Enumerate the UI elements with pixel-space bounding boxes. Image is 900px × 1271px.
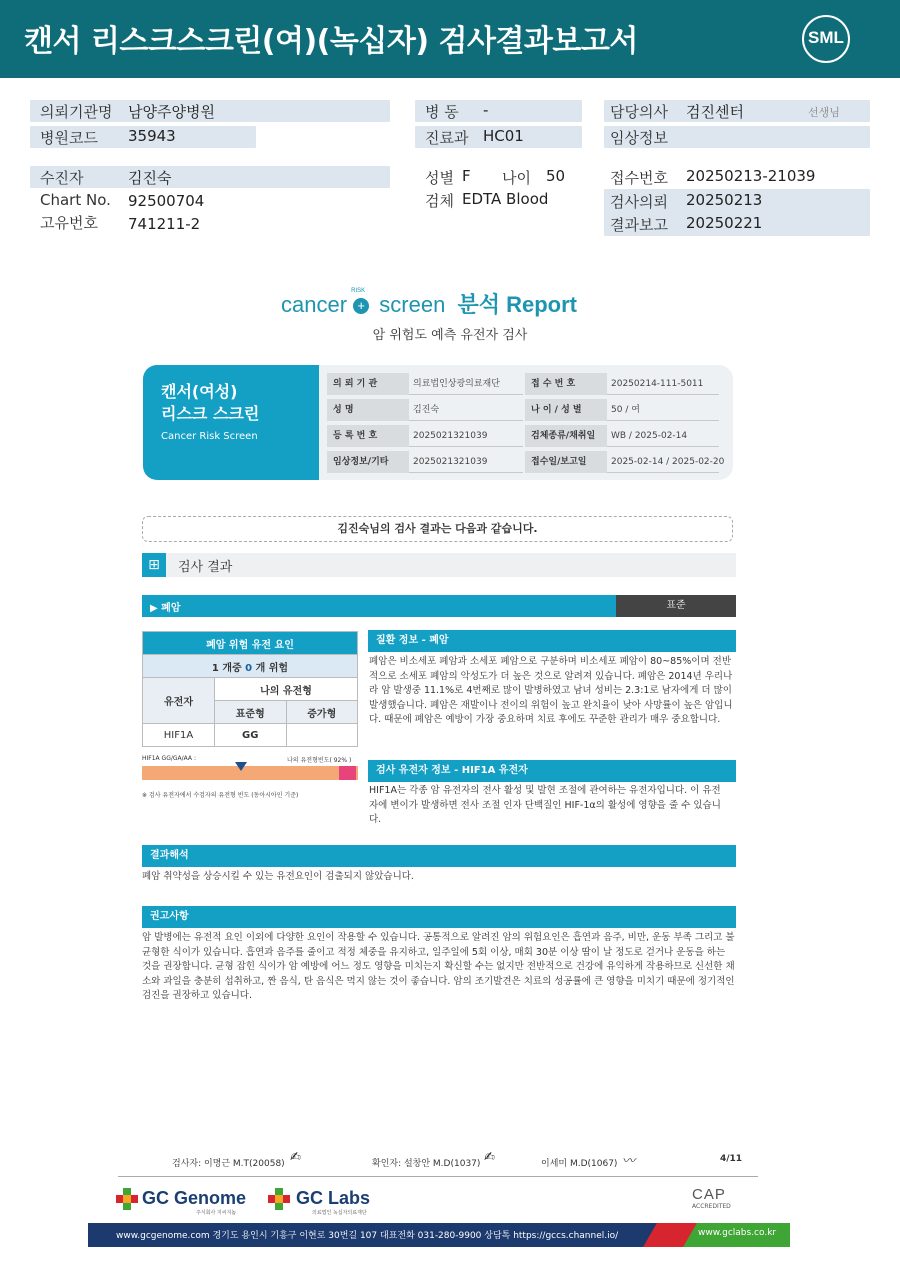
risk-count-number: 0	[245, 662, 253, 674]
result-icon: ⊞	[142, 553, 166, 577]
report-value: 20250221	[686, 214, 763, 232]
brand-report: 분석 Report	[457, 292, 577, 317]
footer-address: www.gcgenome.com 경기도 용인시 기흥구 이현로 30번길 107 대표전화 031-280-9900 상담톡 https://gccs.channel.io/	[116, 1231, 619, 1241]
doctor-value: 검진센터	[686, 103, 744, 121]
result-summary: 김진숙님의 검사 결과는 다음과 같습니다.	[142, 516, 733, 542]
cap-text: CAP	[692, 1186, 726, 1203]
dept-label: 진료과	[425, 129, 469, 147]
disease-info-text: 폐암은 비소세포 폐암과 소세포 폐암으로 구분하며 비소세포 폐암이 80~85%이며 전반적으로 소세포 폐암의 악성도가 더 높은 것으로 알려져 있습니다. 폐암은 2014년 우리나라 암 발생중 11.1%로 4번째로 많이 발병하였고 남녀 성비는 2.3:1로 남자에게 더 많이 발생했습니다. 폐암은 재발이나 전이의 위험이 높고 완치율이 낮아 사망률이 높은 암입니다. 때문에 폐암은 예방이 가장 중요하며 치료 후에도 꾸준한 관리가 매우 중요합니다.	[369, 656, 733, 725]
bottom-bar	[88, 1223, 790, 1247]
interpretation-header: 결과해석	[142, 845, 736, 867]
gc-cross-icon	[116, 1188, 138, 1210]
recommend-text: 암 발병에는 유전적 요인 이외에 다양한 요인이 작용할 수 있습니다. 공통적으로 알려진 암의 위험요인은 흡연과 음주, 비만, 운동 부족 그리고 불균형한 식이가 있습니다. 흡연과 음주를 줄이고 적정 체중을 유지하고, 일주일에 5회 이상, 매회 30분 이상 땀이 날 정도로 걷거나 운동을 하는 것을 권장합니다. 균형 잡힌 식이가 암 예방에 어느 정도 영향을 미치는지 확신할 수는 없지만 전반적으로 건강에 유익하게 작용하므로 신선한 채소와 과일을 충분히 섭취하고, 짠 음식, 탄 음식은 먹지 않는 것이 좋습니다. 암의 조기발견은 치료의 성공률에 큰 영향을 미치기 때문에 정기적인 검진을 권장하고 있습니다.	[142, 932, 735, 1001]
gc-cross-icon	[268, 1188, 290, 1210]
risk-count-prefix: 1 개중	[211, 662, 246, 674]
recommend-header: 권고사항	[142, 906, 736, 928]
specimen-label: 검체	[425, 192, 454, 210]
patient-band	[30, 166, 390, 188]
request-value: 20250213	[686, 191, 763, 209]
my-genotype-header: 나의 유전형	[215, 678, 358, 701]
brand-screen: screen	[379, 292, 446, 317]
gc-genome-sub: 주식회사 지씨지놈	[196, 1210, 237, 1216]
specimen-value: EDTA Blood	[462, 190, 549, 208]
gene-info-header: 검사 유전자 정보 - HIF1A 유전자	[368, 760, 736, 782]
confirmer2-signature: 이세미 M.D(1067)	[541, 1159, 618, 1169]
request-label: 검사의뢰	[610, 193, 668, 211]
risk-emblem: + RISK	[353, 294, 373, 314]
risk-count	[143, 655, 358, 678]
chart-value: 92500704	[128, 192, 205, 210]
risk-count-suffix: 개 위험	[252, 662, 289, 674]
institution-value: 남양주양병원	[128, 103, 215, 121]
cancer-screen-logo	[281, 288, 577, 319]
card-value: 김진숙	[409, 399, 523, 421]
report-title: 캔서 리스크스크린(여)(녹십자) 검사결과보고서	[24, 24, 638, 59]
clinical-label: 임상정보	[610, 129, 668, 147]
confirmer2-sign-mark: 〰	[622, 1154, 636, 1169]
card-title-line1: 캔서(여성)	[161, 382, 238, 401]
gene-col-header: 유전자	[143, 678, 215, 724]
ward-value: -	[483, 101, 489, 119]
freq-right-label: 나의 유전형빈도( 92% )	[287, 757, 352, 764]
footer-divider	[118, 1176, 758, 1177]
frequency-highlight	[339, 766, 356, 780]
card-label: 임상정보/기타	[327, 451, 409, 473]
increase-value	[286, 724, 358, 747]
age-label: 나이	[502, 169, 531, 187]
card-value: 2025021321039	[409, 425, 523, 447]
card-title-line2: 리스크 스크린	[161, 404, 260, 423]
tester-sign-mark: ✍	[290, 1150, 301, 1165]
card-value: WB / 2025-02-14	[607, 425, 719, 447]
unique-value: 741211-2	[128, 215, 201, 233]
brand-cancer: cancer	[281, 292, 348, 317]
lung-cancer-bar	[142, 595, 736, 617]
gene-name: HIF1A	[143, 724, 215, 747]
card-label: 검체종류/채취일	[525, 425, 607, 447]
card-title	[161, 381, 259, 425]
unique-label: 고유번호	[40, 214, 98, 232]
card-value: 2025-02-14 / 2025-02-20	[607, 451, 719, 473]
sml-logo	[802, 15, 850, 63]
age-value: 50	[546, 167, 566, 185]
gc-genome-name: GC Genome	[142, 1188, 247, 1208]
page-number: 4/11	[720, 1154, 743, 1164]
sml-logo-text: SML	[808, 28, 844, 47]
cap-logo	[692, 1186, 731, 1210]
card-label: 접 수 번 호	[525, 373, 607, 395]
institution-label: 의뢰기관명	[40, 103, 113, 121]
card-value: 50 / 여	[607, 399, 719, 421]
gene-info-text: HIF1A는 각종 암 유전자의 전사 활성 및 발현 조절에 관여하는 유전자입니다. 이 유전자에 변이가 발생하면 전사 조절 인자 단백질인 HIF-1α의 활성에 영향을 줄 수 있습니다.	[369, 785, 721, 825]
patient-card	[143, 365, 733, 480]
sex-label: 성별	[425, 169, 454, 187]
card-title-panel	[143, 365, 319, 480]
card-value: 20250214-111-5011	[607, 373, 719, 395]
increase-header: 증가형	[286, 701, 358, 724]
cap-sub: ACCREDITED	[692, 1203, 731, 1210]
gc-labs-name: GC Labs	[296, 1188, 371, 1208]
hospital-code-label: 병원코드	[40, 129, 98, 147]
sex-value: F	[462, 167, 471, 185]
gene-table	[142, 631, 358, 747]
card-label: 등 록 번 호	[327, 425, 409, 447]
dept-value: HC01	[483, 127, 524, 145]
card-label: 의 뢰 기 관	[327, 373, 409, 395]
card-value: 의료법인상광의료재단	[409, 373, 523, 395]
card-label: 접수일/보고일	[525, 451, 607, 473]
report-label: 결과보고	[610, 216, 668, 234]
card-value: 2025021321039	[409, 451, 523, 473]
confirmer-sign-mark: ✍	[484, 1150, 495, 1165]
receipt-value: 20250213-21039	[686, 167, 816, 185]
genotype-marker-icon	[235, 762, 247, 771]
gene-table-title: 폐암 위험 유전 요인	[143, 632, 358, 655]
section-title: 검사 결과	[178, 560, 233, 575]
genotype-value: GG	[215, 724, 287, 747]
freq-note: ※ 검사 유전자에서 수검자의 유전형 빈도 (동아시아인 기준)	[142, 792, 299, 799]
confirmer-signature: 확인자: 설창안 M.D(1037)	[372, 1159, 481, 1169]
brand-risk: RISK	[351, 288, 366, 294]
footer-website: www.gclabs.co.kr	[698, 1228, 777, 1238]
brand-subtitle: 암 위험도 예측 유전자 검사	[372, 328, 528, 343]
tester-signature: 검사자: 이명근 M.T(20058)	[172, 1159, 285, 1169]
patient-label: 수진자	[40, 169, 84, 187]
card-label: 나 이 / 성 별	[525, 399, 607, 421]
standard-header: 표준형	[215, 701, 287, 724]
interpretation-text: 폐암 취약성을 상승시킬 수 있는 유전요인이 검출되지 않았습니다.	[142, 871, 414, 882]
lung-cancer-name: ▶ 폐암	[150, 603, 181, 614]
disease-info-header: 질환 정보 - 폐암	[368, 630, 736, 652]
lung-status-badge: 표준	[616, 595, 736, 617]
freq-left-label: HIF1A GG/GA/AA :	[142, 755, 196, 762]
hospital-code-value: 35943	[128, 127, 176, 145]
frequency-bar	[142, 766, 358, 780]
chart-label: Chart No.	[40, 191, 111, 209]
report-header	[0, 0, 900, 78]
ward-label: 병 동	[425, 103, 459, 121]
patient-value: 김진숙	[128, 169, 172, 187]
card-label: 성 명	[327, 399, 409, 421]
card-title-en: Cancer Risk Screen	[161, 431, 258, 442]
doctor-suffix: 선생님	[808, 106, 840, 119]
receipt-label: 접수번호	[610, 169, 668, 187]
doctor-label: 담당의사	[610, 103, 668, 121]
gc-labs-sub: 의료법인 녹십자의료재단	[312, 1210, 367, 1216]
